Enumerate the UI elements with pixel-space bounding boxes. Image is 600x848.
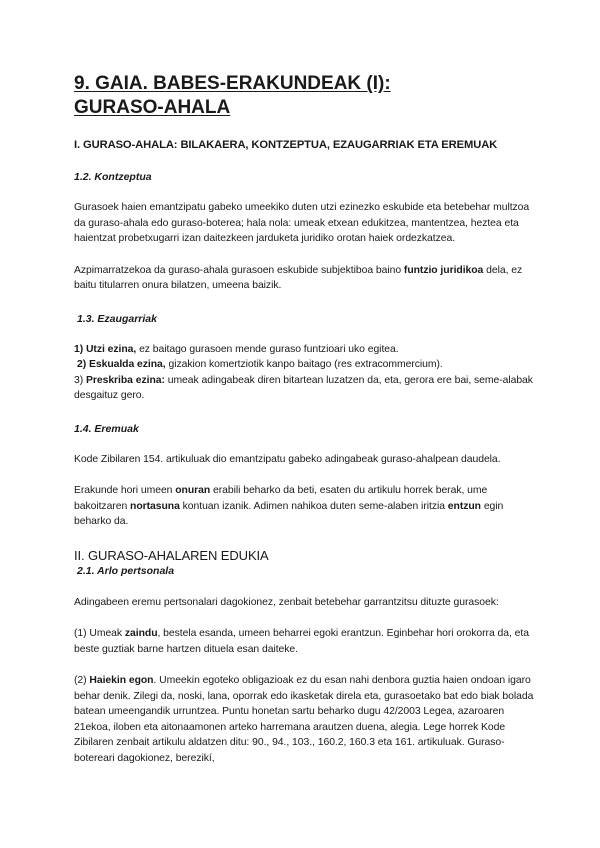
ezaugarriak-list <box>74 342 534 404</box>
ezaugarria-1-bold: 1) Utzi ezina, <box>74 343 137 355</box>
kontzeptua-paragraph-2 <box>74 263 534 294</box>
section-1-heading: I. GURASO-AHALA: BILAKAERA, KONTZEPTUA, EZAUGARRIAK ETA EREMUAK <box>74 139 498 151</box>
section-1-3-heading: 1.3. Ezaugarriak <box>77 312 157 325</box>
ezaugarria-3-num: 3) <box>74 374 86 386</box>
ap-p2-bold-zaindu: zaindu <box>124 628 158 639</box>
eremuak-p2-bold-entzun: entzun <box>447 500 481 512</box>
p2-text-c: dela, ez baitu titularren onura bilatzen, umeena baizik. <box>74 264 523 291</box>
ap-p3-bold-haiekin-egon: Haiekin egon <box>89 675 154 686</box>
section-1-2-heading: 1.2. Kontzeptua <box>74 171 152 183</box>
arlo-pertsonala-paragraph-1: Adingabeen eremu pertsonalari dagokionez, zenbait betebehar garrantzitsu dituzte gurasoek: <box>74 596 499 608</box>
ap-p3-a: (2) <box>74 675 90 686</box>
ezaugarria-2 <box>74 357 534 373</box>
ezaugarria-2-text: gizakion komertziotik kanpo baitago (res extracommercium). <box>165 359 443 370</box>
eremuak-p2-bold-nortasuna: nortasuna <box>130 500 180 512</box>
ezaugarria-3 <box>74 373 534 404</box>
eremuak-p2-e: kontuan izanik. Adimen nahikoa duten seme-alaben iritzia <box>179 500 448 512</box>
eremuak-p2-a: Erakunde hori umeen <box>74 485 176 496</box>
document-title <box>74 72 534 120</box>
arlo-pertsonala-paragraph-2 <box>74 626 534 657</box>
ap-p2-c: , bestela esanda, umeen beharrei egoki erantzun. Eginbehar hori orokorra da, eta beste guztiak barne hartzen dituela esan daiteke. <box>74 628 529 655</box>
section-2-1-heading: 2.1. Arlo pertsonala <box>77 564 175 577</box>
section-1-4-heading: 1.4. Eremuak <box>74 422 139 435</box>
ezaugarria-2-bold: 2) Eskualda ezina, <box>77 359 166 370</box>
eremuak-paragraph-1: Kode Zibilaren 154. artikuluak dio emantzipatu gabeko adingabeak guraso-ahalpean daudela. <box>74 453 501 465</box>
title-line-1: 9. GAIA. BABES-ERAKUNDEAK (I): <box>74 73 391 94</box>
ezaugarria-3-bold: Preskriba ezina: <box>85 374 165 386</box>
eremuak-p2-bold-onuran: onuran <box>175 485 211 496</box>
ezaugarria-3-text: umeak adingabeak diren bitartean luzatzen da, eta, gerora ere bai, seme-alabak desgaituz gero. <box>74 374 533 401</box>
p2-bold-funtzio-juridikoa: funtzio juridikoa <box>403 264 484 276</box>
arlo-pertsonala-paragraph-3 <box>74 673 534 766</box>
ezaugarria-1 <box>74 342 534 358</box>
eremuak-p2-g: egin beharko da. <box>74 500 504 527</box>
eremuak-p2-c: erabili beharko da beti, esaten du artikulu horrek berak, ume bakoitzaren <box>74 485 488 512</box>
title-line-2: GURASO-AHALA <box>74 97 231 118</box>
ap-p2-a: (1) Umeak <box>74 628 125 639</box>
p2-text-a: Azpimarratzekoa da guraso-ahala gurasoen eskubide subjektiboa baino <box>74 264 404 276</box>
ezaugarria-1-text: ez baitago gurasoen mende guraso funtzioari uko egitea. <box>136 343 399 355</box>
document-content <box>74 72 534 766</box>
kontzeptua-paragraph-1: Gurasoek haien emantzipatu gabeko umeekiko duten utzi ezinezko eskubide eta betebehar multzoa da guraso-ahala edo guraso-boterea; hala nola: umeak etxean edukitzea, mantentzea, heztea eta haientzat probetxugarri izan daitezkeen jarduketa juridiko orotan haiek ordezkatzea. <box>74 202 530 244</box>
ap-p3-c: . Umeekin egoteko obligazioak ez du esan nahi denbora guztia haien ondoan igaro behar denik. Zilegi da, noski, lana, oporrak edo ikasketak direla eta, gurasoetako bat edo biak bolada batean umeengandik urruntzea. Puntu honetan sartu beharko dugu 42/2003 Legea, azaroaren 21ekoa, iloben eta aitonaamonen arteko harremana arautzen duena, alegia. Lege horrek Kode Zibilaren zenbait artikulu aldatzen ditu: 90., 94., 103., 160.2, 160.3 eta 161. artikuluak. Guraso-botereari dagokionez, berezikí, <box>74 675 534 764</box>
eremuak-paragraph-2 <box>74 483 534 530</box>
section-2-heading: II. GURASO-AHALAREN EDUKIA <box>74 547 269 563</box>
